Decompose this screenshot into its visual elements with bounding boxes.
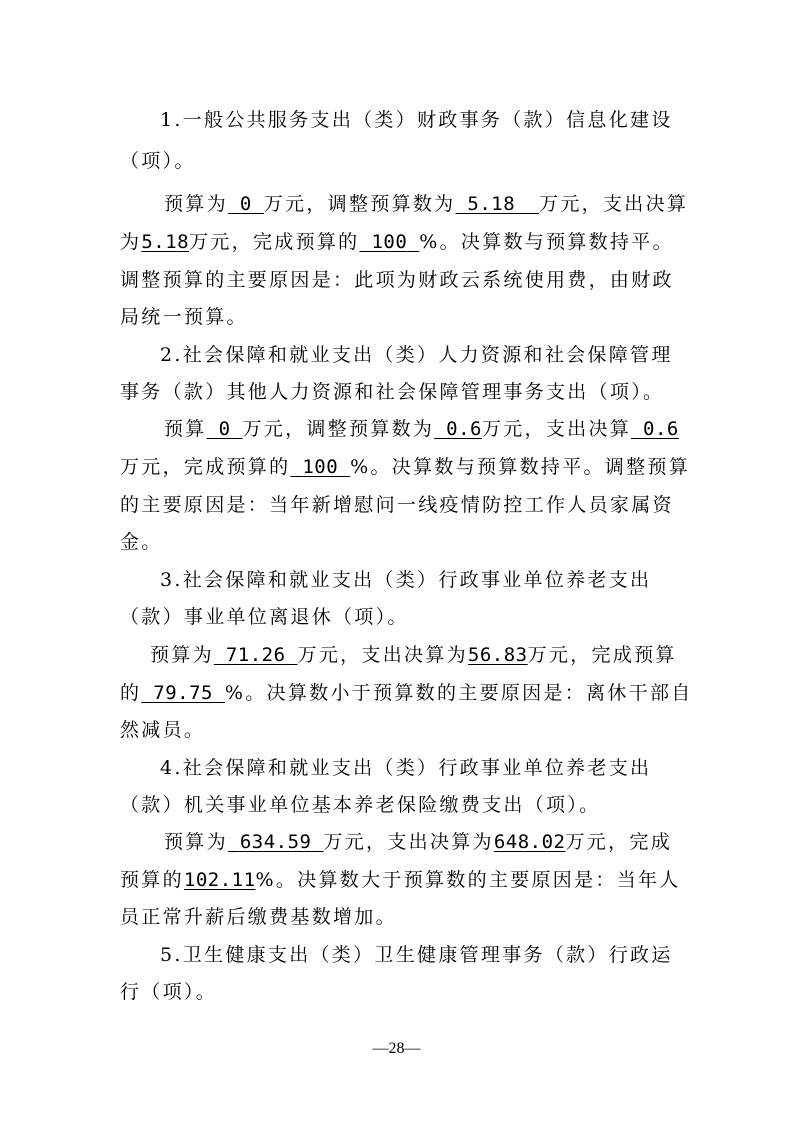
item3-reason-line1: 然减员。 <box>120 719 206 741</box>
item3-line2-prefix: 的 <box>120 682 142 704</box>
item4-heading-line2: （款）机关事业单位基本养老保险缴费支出（项）。 <box>120 794 601 816</box>
item4-heading-line1: 4.社会保障和就业支出（类）行政事业单位养老支出 <box>160 757 652 779</box>
item2-final-line <box>120 455 690 479</box>
item5-heading-line2: 行（项）。 <box>120 981 218 1003</box>
item2-unit2: 万元，支出决算 <box>481 418 632 440</box>
item4-budget-value: 634.59 <box>239 831 312 853</box>
item1-line2-prefix: 为 <box>120 231 142 253</box>
item2-budget-prefix: 预算 <box>164 418 207 440</box>
item4-budget-line <box>164 830 672 854</box>
page-number: —28— <box>372 1040 421 1057</box>
item4-tail2: %。决算数大于预算数的主要原因是：当年人 <box>255 869 681 891</box>
item2-adjusted-value: 0.6 <box>446 418 482 440</box>
item1-reason-line2: 局统一预算。 <box>120 306 248 328</box>
item3-heading-line2: （款）事业单位离退休（项）。 <box>120 606 409 628</box>
item3-tail2: %。决算数小于预算数的主要原因是：离休干部自 <box>224 682 693 704</box>
item2-unit1: 万元，调整预算数为 <box>242 418 435 440</box>
item3-final-value: 56.83 <box>467 644 528 666</box>
item1-tail2: %。决算数与预算数持平。 <box>419 231 674 253</box>
item4-percent-value: 102.11 <box>183 869 256 891</box>
item4-final-value: 648.02 <box>493 831 566 853</box>
item4-unit2: 万元，完成 <box>565 831 673 853</box>
item1-unit2: 万元，支出决算 <box>539 193 689 215</box>
item3-unit2: 万元，完成预算 <box>527 644 677 666</box>
item1-unit1: 万元，调整预算数为 <box>263 193 456 215</box>
item1-reason-line1: 调整预算的主要原因是：此项为财政云系统使用费，由财政 <box>120 269 674 291</box>
item2-budget-value: 0 <box>218 418 231 440</box>
item2-line2-prefix: 万元，完成预算的 <box>120 456 291 478</box>
item1-budget-line <box>164 192 688 216</box>
item1-unit3: 万元，完成预算的 <box>189 231 360 253</box>
item4-reason-line1: 员正常升薪后缴费基数增加。 <box>120 906 397 928</box>
item1-heading-line2: （项）。 <box>120 150 196 172</box>
item3-percent-line <box>120 681 693 705</box>
item3-percent-value: 79.75 <box>153 682 213 704</box>
item2-heading-line1: 2.社会保障和就业支出（类）人力资源和社会保障管理 <box>160 344 673 366</box>
item5-heading-line1: 5.卫生健康支出（类）卫生健康管理事务（款）行政运 <box>160 944 673 966</box>
item1-heading-line1: 1.一般公共服务支出（类）财政事务（款）信息化建设 <box>160 109 673 131</box>
item4-budget-prefix: 预算为 <box>164 831 228 853</box>
item2-final-value: 0.6 <box>643 418 679 440</box>
item1-adjusted-value: 5.18 <box>467 193 516 215</box>
item3-budget-prefix: 预算为 <box>150 644 214 666</box>
item2-heading-line2: 事务（款）其他人力资源和社会保障管理事务支出（项）。 <box>120 381 665 403</box>
item4-line2-prefix: 预算的 <box>120 869 184 891</box>
item3-budget-line <box>150 643 677 667</box>
item4-unit1: 万元，支出决算为 <box>323 831 494 853</box>
item3-unit1: 万元，支出决算为 <box>297 644 468 666</box>
item1-budget-value: 0 <box>239 193 252 215</box>
item1-percent-value: 100 <box>371 231 408 253</box>
item3-heading-line1: 3.社会保障和就业支出（类）行政事业单位养老支出 <box>160 569 652 591</box>
item2-budget-line <box>164 417 679 441</box>
item2-tail2: %。决算数与预算数持平。调整预算 <box>350 456 690 478</box>
item2-reason-line1: 的主要原因是：当年新增慰问一线疫情防控工作人员家属资 <box>120 494 674 516</box>
item1-final-line <box>120 230 674 254</box>
item2-percent-value: 100 <box>302 456 339 478</box>
item2-reason-line2: 金。 <box>120 531 163 553</box>
item1-budget-prefix: 预算为 <box>164 193 228 215</box>
item4-percent-line <box>120 868 681 892</box>
item1-final-value: 5.18 <box>141 231 190 253</box>
item3-budget-value: 71.26 <box>225 644 286 666</box>
